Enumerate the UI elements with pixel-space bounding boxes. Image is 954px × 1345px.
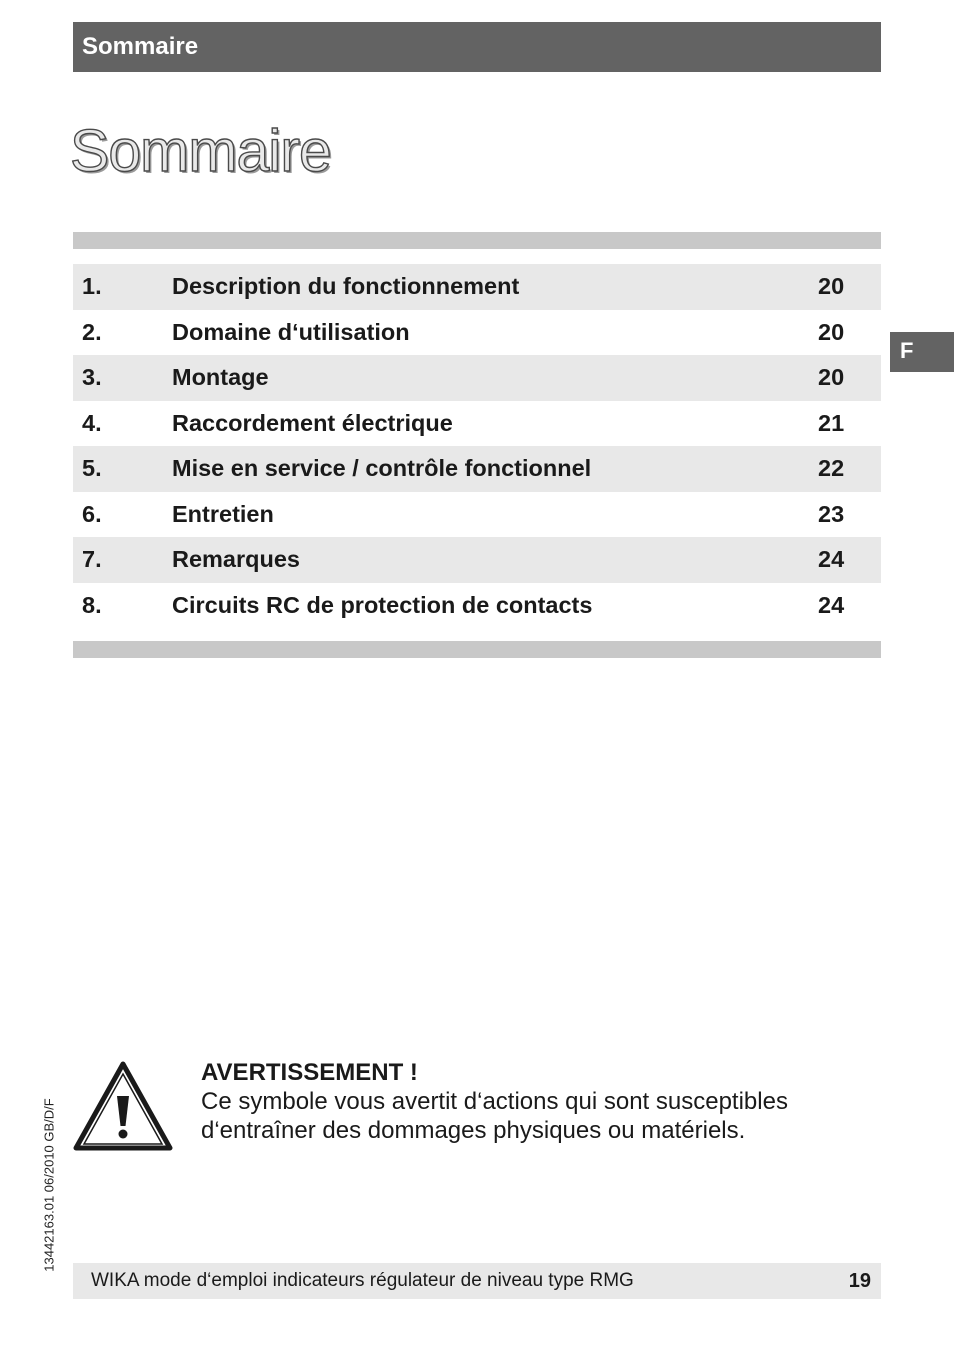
warning-triangle-icon (72, 1060, 174, 1152)
toc-number: 3. (82, 364, 102, 391)
page-footer (73, 1263, 881, 1299)
toc-row[interactable] (73, 310, 881, 356)
toc-row[interactable] (73, 492, 881, 538)
section-header-label: Sommaire (82, 33, 199, 60)
footer-page-number: 19 (848, 1269, 871, 1292)
warning-text (201, 1058, 861, 1145)
toc-page: 23 (818, 500, 845, 527)
toc-page: 24 (818, 546, 845, 573)
toc-page: 21 (818, 409, 845, 436)
warning-line-2: d‘entraîner des dommages physiques ou matériels. (201, 1117, 746, 1144)
toc-title: Domaine d‘utilisation (172, 318, 410, 345)
toc-page: 20 (818, 318, 845, 345)
toc-row[interactable] (73, 264, 881, 310)
toc-page: 20 (818, 364, 845, 391)
toc-top-rule (73, 232, 881, 249)
toc-page: 22 (818, 455, 845, 482)
toc-title: Mise en service / contrôle fonctionnel (172, 455, 592, 482)
toc-number: 8. (82, 591, 102, 618)
toc-row[interactable] (73, 583, 881, 629)
toc-title: Circuits RC de protection de contacts (172, 591, 593, 618)
language-tab-label: F (900, 338, 914, 363)
document-code-text: 13442163.01 06/2010 GB/D/F (41, 1098, 57, 1272)
toc-number: 2. (82, 318, 102, 345)
toc-title: Description du fonctionnement (172, 273, 520, 300)
toc-row[interactable] (73, 355, 881, 401)
language-tab (890, 332, 954, 372)
toc-title: Remarques (172, 546, 300, 573)
toc-number: 5. (82, 455, 102, 482)
toc-title: Entretien (172, 500, 274, 527)
toc-title: Montage (172, 364, 269, 391)
toc-number: 4. (82, 409, 102, 436)
toc-number: 1. (82, 273, 102, 300)
toc-page: 24 (818, 591, 845, 618)
table-of-contents (73, 264, 881, 628)
toc-page: 20 (818, 273, 845, 300)
toc-row[interactable] (73, 446, 881, 492)
toc-number: 6. (82, 500, 102, 527)
warning-line-1: Ce symbole vous avertit d‘actions qui sont susceptibles (201, 1088, 788, 1115)
toc-number: 7. (82, 546, 102, 573)
toc-title: Raccordement électrique (172, 409, 453, 436)
footer-title: WIKA mode d‘emploi indicateurs régulateur de niveau type RMG (91, 1270, 634, 1291)
toc-row[interactable] (73, 401, 881, 447)
toc-row[interactable] (73, 537, 881, 583)
toc-bottom-rule (73, 641, 881, 658)
page-title: Sommaire (70, 118, 331, 184)
warning-heading: AVERTISSEMENT ! (201, 1059, 418, 1086)
section-header-bar (73, 22, 881, 72)
